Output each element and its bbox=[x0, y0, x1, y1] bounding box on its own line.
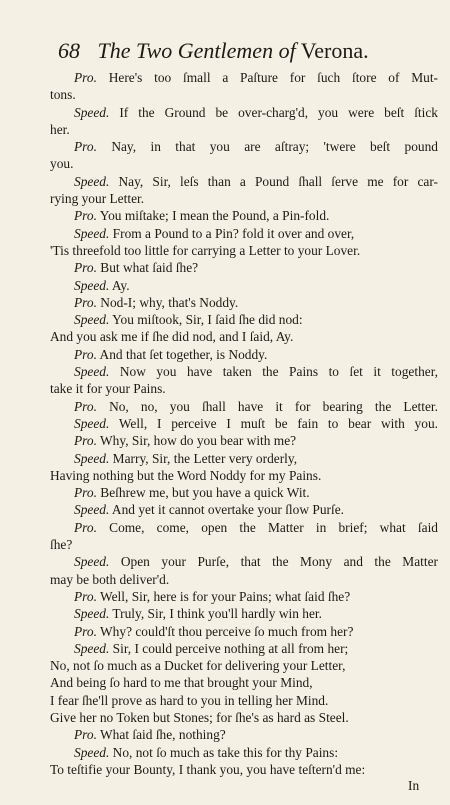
speaker-name: Speed. bbox=[74, 364, 110, 380]
line-text: What ſaid ſhe, nothing? bbox=[96, 727, 226, 743]
text-line bbox=[50, 380, 438, 397]
line-text: Well, Sir, here is for your Pains; what ſaid ſhe? bbox=[96, 588, 351, 604]
text-line bbox=[50, 121, 438, 138]
line-text: Why, Sir, how do you bear with me? bbox=[96, 433, 297, 449]
text-line bbox=[50, 588, 438, 605]
text-line bbox=[50, 605, 438, 622]
line-text: From a Pound to a Pin? fold it over and over, bbox=[109, 225, 355, 241]
text-line bbox=[50, 450, 438, 467]
line-text: And that ſet together, is Noddy. bbox=[96, 346, 268, 362]
speaker-name: Pro. bbox=[74, 623, 97, 639]
text-line bbox=[50, 536, 438, 553]
line-text: Give her no Token but Stones; for ſhe's as hard as Steel. bbox=[50, 709, 349, 725]
speaker-name: Speed. bbox=[74, 277, 110, 293]
speaker-name: Pro. bbox=[74, 727, 97, 743]
speaker-name: Pro. bbox=[74, 519, 97, 535]
text-line bbox=[50, 519, 438, 536]
text-line bbox=[50, 726, 438, 743]
speaker-name: Pro. bbox=[74, 485, 97, 501]
text-line bbox=[50, 328, 438, 345]
speaker-name: Speed. bbox=[74, 640, 110, 656]
text-line bbox=[50, 242, 438, 259]
line-text: You miſtook, Sir, I ſaid ſhe did nod: bbox=[109, 312, 303, 328]
text-line bbox=[50, 709, 438, 726]
catchword: In bbox=[408, 778, 420, 793]
line-text: 'Tis threefold too little for carrying a Letter to your Lover. bbox=[50, 242, 361, 258]
text-line bbox=[50, 571, 438, 588]
text-line bbox=[50, 294, 438, 311]
speaker-name: Pro. bbox=[74, 70, 97, 85]
speaker-name: Pro. bbox=[74, 346, 97, 362]
line-text: Sir, I could perceive nothing at all from her; bbox=[109, 640, 349, 656]
text-line bbox=[50, 311, 438, 328]
line-text: Nay, in that you are aſtray; 'twere beſt pound bbox=[96, 139, 438, 155]
speaker-name: Speed. bbox=[74, 450, 110, 466]
line-text: No, not ſo much as take this for thy Pains: bbox=[109, 744, 339, 760]
line-text: But what ſaid ſhe? bbox=[96, 260, 199, 276]
text-line bbox=[50, 277, 438, 294]
text-line bbox=[50, 398, 438, 415]
line-text: And you ask me if ſhe did nod, and I ſaid, Ay. bbox=[50, 329, 294, 345]
speaker-name: Pro. bbox=[74, 398, 97, 414]
speaker-name: Speed. bbox=[74, 502, 110, 518]
text-line bbox=[50, 744, 438, 761]
line-text: Open your Purſe, that the Mony and the Matter bbox=[109, 554, 438, 570]
speaker-name: Speed. bbox=[74, 606, 110, 622]
text-line bbox=[50, 553, 438, 570]
text-line bbox=[50, 346, 438, 363]
text-line bbox=[50, 657, 438, 674]
running-title-italic: The Two Gentlemen of bbox=[97, 38, 296, 63]
running-title-roman: Verona. bbox=[300, 38, 369, 63]
speaker-name: Pro. bbox=[74, 260, 97, 276]
speaker-name: Speed. bbox=[74, 415, 110, 431]
text-line bbox=[50, 155, 438, 172]
text-line bbox=[50, 207, 438, 224]
line-text: Nay, Sir, leſs than a Pound ſhall ſerve me for car- bbox=[109, 173, 438, 189]
speaker-name: Pro. bbox=[74, 208, 97, 224]
line-text: And yet it cannot overtake your ſlow Purſe. bbox=[109, 502, 344, 518]
line-text: you. bbox=[50, 156, 74, 172]
text-line bbox=[50, 415, 438, 432]
speaker-name: Pro. bbox=[74, 294, 97, 310]
line-text: No, not ſo much as a Ducket for delivering your Letter, bbox=[50, 658, 346, 674]
text-line bbox=[50, 432, 438, 449]
line-text: rying your Letter. bbox=[50, 191, 145, 207]
line-text: Beſhrew me, but you have a quick Wit. bbox=[96, 485, 310, 501]
speaker-name: Pro. bbox=[74, 139, 97, 155]
text-line bbox=[50, 363, 438, 380]
page-number: 68 bbox=[58, 38, 80, 63]
line-text: I fear ſhe'll prove as hard to you in telling her Mind. bbox=[50, 692, 329, 708]
speaker-name: Speed. bbox=[74, 173, 110, 189]
line-text: If the Ground be over-charg'd, you were beſt ſtick bbox=[109, 104, 438, 120]
text-line bbox=[50, 173, 438, 190]
line-text: And being ſo hard to me that brought your Mind, bbox=[50, 675, 313, 691]
line-text: Having nothing but the Word Noddy for my Pains. bbox=[50, 467, 322, 483]
speaker-name: Speed. bbox=[74, 104, 110, 120]
text-line bbox=[50, 761, 438, 778]
line-text: ſhe? bbox=[50, 537, 73, 553]
speaker-name: Speed. bbox=[74, 312, 110, 328]
text-line bbox=[50, 69, 438, 86]
line-text: Marry, Sir, the Letter very orderly, bbox=[109, 450, 298, 466]
line-text: Ay. bbox=[109, 277, 130, 293]
text-line bbox=[50, 484, 438, 501]
line-text: tons. bbox=[50, 87, 76, 103]
line-text: Why? could'ſt thou perceive ſo much from her? bbox=[96, 623, 354, 639]
line-text: To teſtifie your Bounty, I thank you, you have teſtern'd me: bbox=[50, 761, 366, 777]
text-line bbox=[50, 190, 438, 207]
line-text: Truly, Sir, I think you'll hardly win her. bbox=[109, 606, 322, 622]
speaker-name: Speed. bbox=[74, 554, 110, 570]
line-text: her. bbox=[50, 121, 70, 137]
text-line bbox=[50, 640, 438, 657]
line-text: Well, I perceive I muſt be fain to bear with you. bbox=[109, 415, 438, 431]
line-text: Nod-I; why, that's Noddy. bbox=[96, 294, 239, 310]
text-line bbox=[50, 674, 438, 691]
text-line bbox=[50, 138, 438, 155]
text-line bbox=[50, 692, 438, 709]
text-line bbox=[50, 501, 438, 518]
text-line bbox=[50, 467, 438, 484]
line-text: You miſtake; I mean the Pound, a Pin-fold. bbox=[96, 208, 330, 224]
dialogue-text bbox=[50, 69, 438, 778]
text-line bbox=[50, 86, 438, 103]
line-text: Now you have taken the Pains to ſet it together, bbox=[109, 364, 438, 380]
running-header bbox=[58, 38, 438, 64]
line-text: No, no, you ſhall have it for bearing the Letter. bbox=[96, 398, 438, 414]
line-text: Here's too ſmall a Paſture for ſuch ſtore of Mut- bbox=[96, 70, 438, 85]
text-line bbox=[50, 259, 438, 276]
text-line bbox=[50, 104, 438, 121]
text-line bbox=[50, 225, 438, 242]
speaker-name: Speed. bbox=[74, 744, 110, 760]
speaker-name: Pro. bbox=[74, 588, 97, 604]
text-line bbox=[50, 623, 438, 640]
line-text: take it for your Pains. bbox=[50, 381, 166, 397]
line-text: may be both deliver'd. bbox=[50, 571, 170, 587]
speaker-name: Speed. bbox=[74, 225, 110, 241]
speaker-name: Pro. bbox=[74, 433, 97, 449]
line-text: Come, come, open the Matter in brief; what ſaid bbox=[96, 519, 438, 535]
